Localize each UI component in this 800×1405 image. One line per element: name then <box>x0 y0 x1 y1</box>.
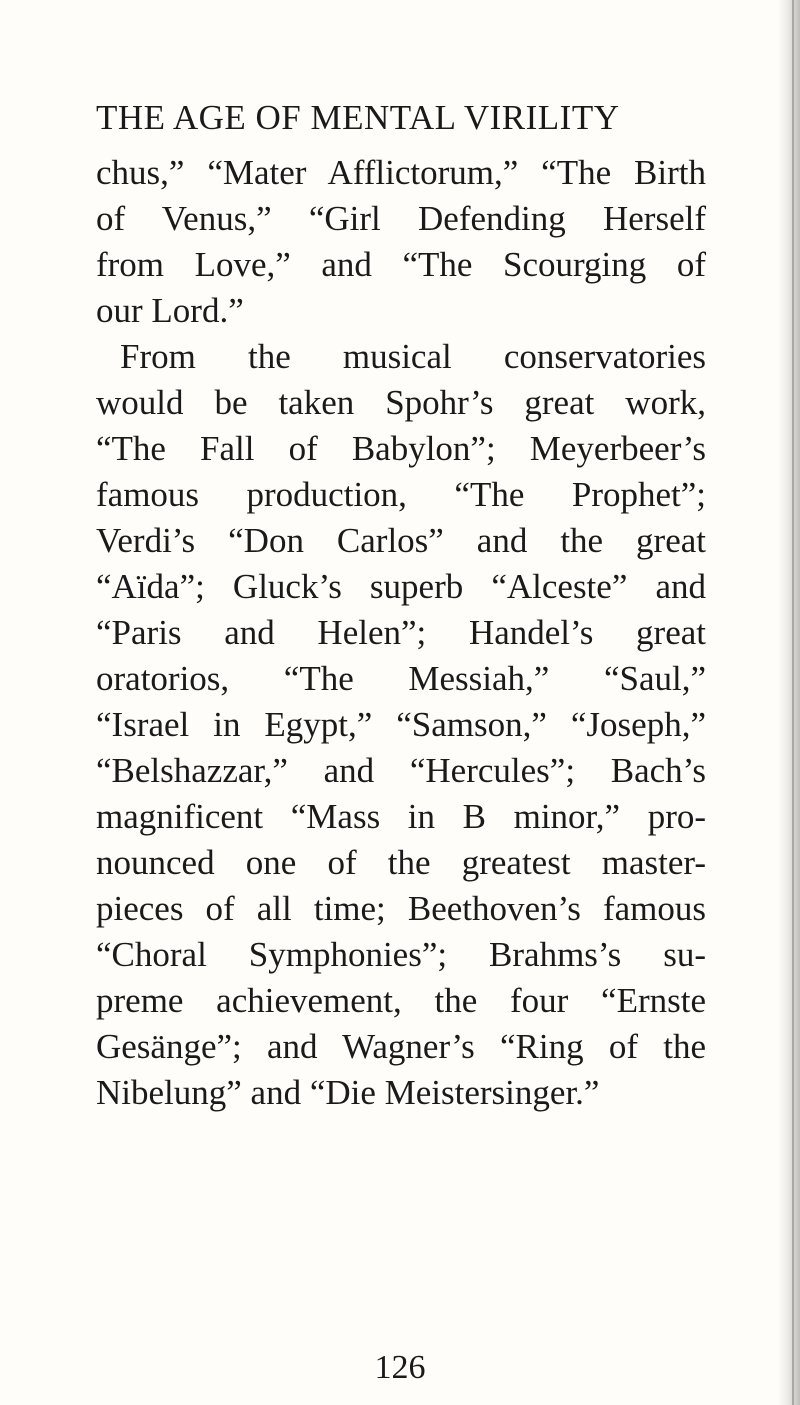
text-line: From the musical conservatories <box>120 337 706 376</box>
page-edge-line <box>792 0 794 1405</box>
running-head: THE AGE OF MENTAL VIRILITY <box>96 98 620 137</box>
text-line: of Venus,” “Girl Defending Herself <box>96 199 706 238</box>
page-edge-shadow <box>778 0 800 1405</box>
text-line: from Love,” and “The Scourging of <box>96 245 706 284</box>
text-line: “Choral Symphonies”; Brahms’s su- <box>96 935 706 974</box>
text-line: our Lord.” <box>96 291 244 330</box>
text-line: famous production, “The Prophet”; <box>96 475 706 514</box>
text-line: pieces of all time; Beethoven’s famous <box>96 889 706 928</box>
text-line: chus,” “Mater Afflictorum,” “The Birth <box>96 153 706 192</box>
text-line: “Paris and Helen”; Handel’s great <box>96 613 706 652</box>
text-line: Gesänge”; and Wagner’s “Ring of the <box>96 1027 706 1066</box>
text-line: nounced one of the greatest master- <box>96 843 706 882</box>
text-line: “Belshazzar,” and “Hercules”; Bach’s <box>96 751 706 790</box>
text-line: oratorios, “The Messiah,” “Saul,” <box>96 659 706 698</box>
text-line: “Israel in Egypt,” “Samson,” “Joseph,” <box>96 705 706 744</box>
text-line: “Aïda”; Gluck’s superb “Alceste” and <box>96 567 706 606</box>
text-line: preme achievement, the four “Ernste <box>96 981 706 1020</box>
page-number: 126 <box>374 1349 426 1386</box>
text-line: would be taken Spohr’s great work, <box>96 383 706 422</box>
text-line: Nibelung” and “Die Meistersinger.” <box>96 1073 600 1112</box>
text-line: “The Fall of Babylon”; Meyerbeer’s <box>96 429 706 468</box>
text-line: magnificent “Mass in B minor,” pro- <box>96 797 706 836</box>
body-text <box>96 150 706 1116</box>
text-line: Verdi’s “Don Carlos” and the great <box>96 521 706 560</box>
